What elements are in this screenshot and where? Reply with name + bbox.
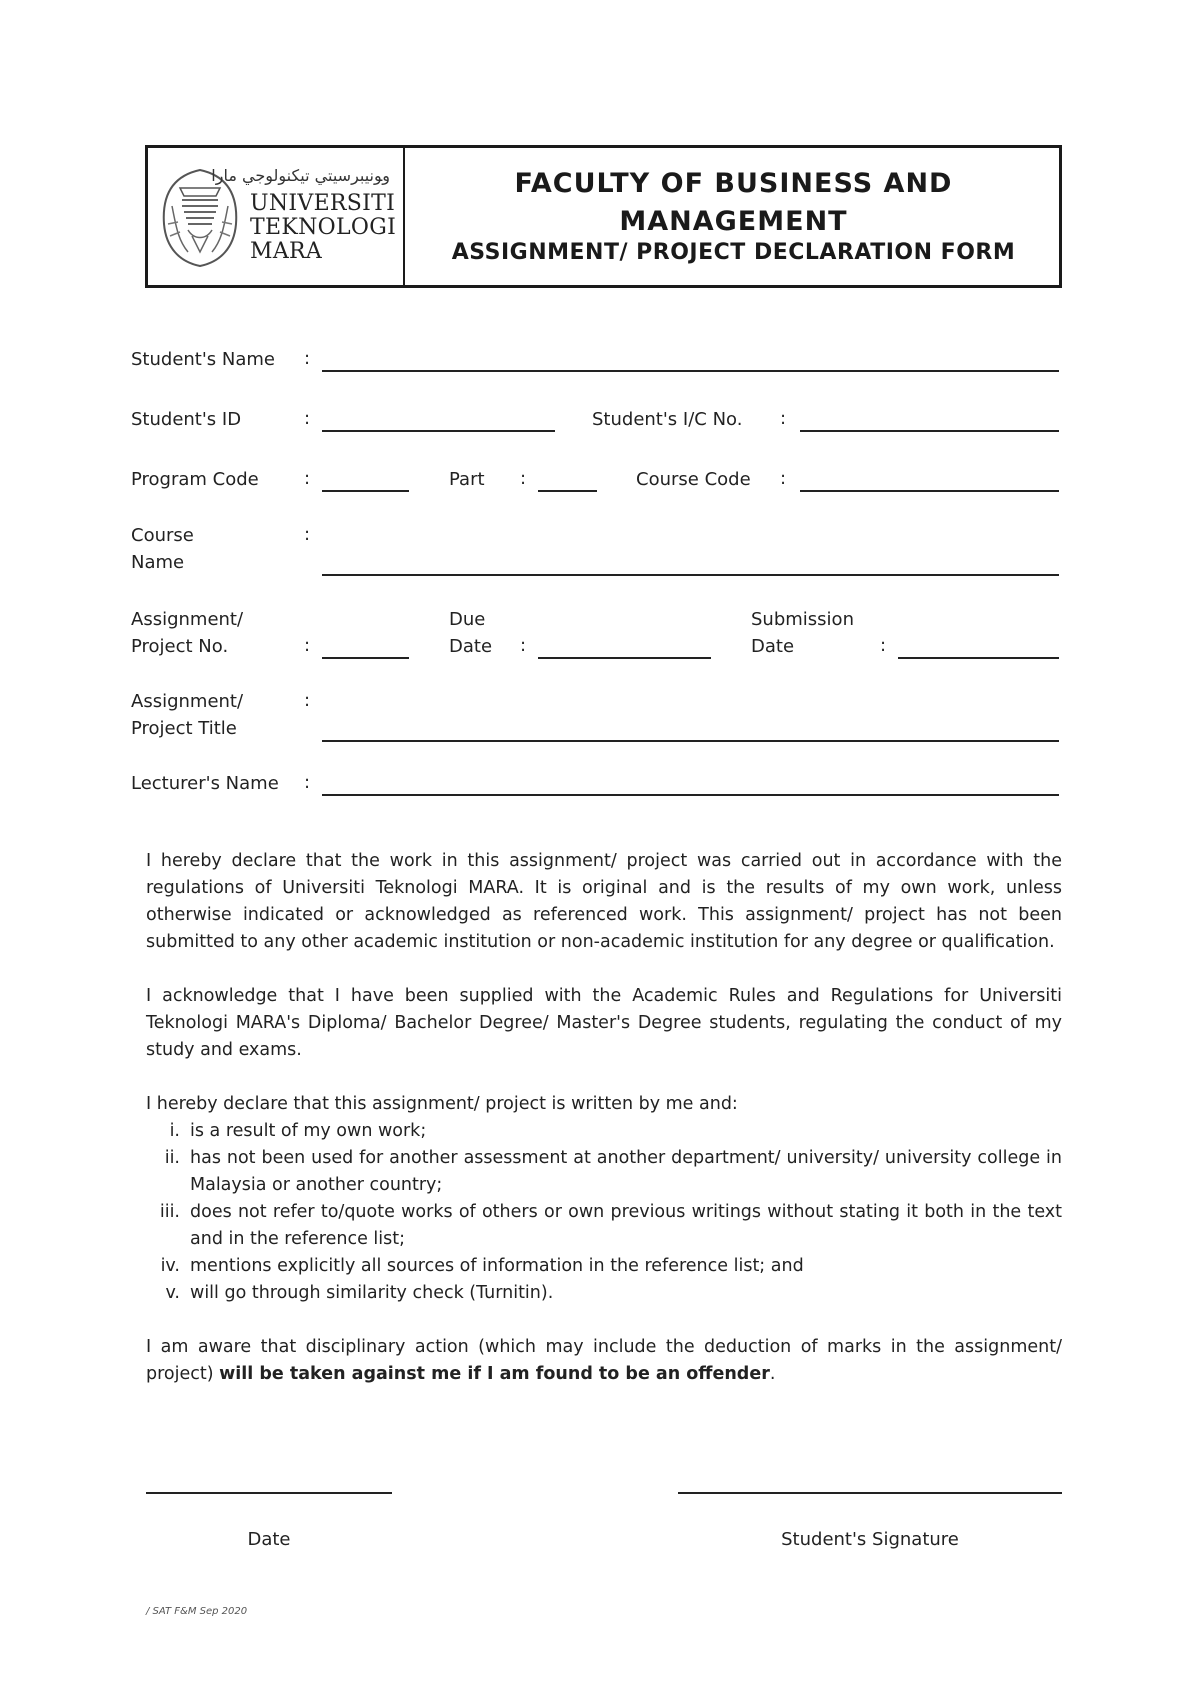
list-item bbox=[146, 1118, 1062, 1145]
submission-date-label bbox=[751, 606, 854, 660]
offender-warning-end: . bbox=[769, 1364, 776, 1384]
faculty-title-line-2: MANAGEMENT bbox=[619, 206, 848, 237]
assignment-no-label bbox=[131, 606, 243, 660]
due-date-label bbox=[449, 606, 492, 660]
declaration-paragraph-4 bbox=[146, 1334, 1062, 1388]
submission-date-label-line-1: Submission bbox=[751, 609, 854, 630]
program-code-label: Program Code bbox=[131, 469, 259, 490]
program-code-field[interactable] bbox=[322, 490, 409, 492]
declaration-intro: I hereby declare that this assignment/ project is written by me and: bbox=[146, 1094, 738, 1114]
student-signature-label: Student's Signature bbox=[781, 1529, 959, 1550]
student-name-field[interactable] bbox=[322, 370, 1059, 372]
student-id-label: Student's ID bbox=[131, 409, 242, 430]
assignment-title-label-line-1: Assignment/ bbox=[131, 691, 244, 712]
list-item bbox=[146, 1253, 1062, 1280]
colon: : bbox=[304, 772, 311, 793]
list-text: is a result of my own work; bbox=[190, 1121, 427, 1141]
lecturer-name-field[interactable] bbox=[322, 794, 1059, 796]
due-date-label-line-2: Date bbox=[449, 636, 493, 657]
assignment-no-label-line-1: Assignment/ bbox=[131, 609, 244, 630]
list-number: iii. bbox=[159, 1202, 180, 1222]
logo-arabic-script: ﻭﻮﻧﻴﺒﺮﺳﻴﺘﻲ ﺗﻴﻜﻨﻮﻟﻮﺟﻲ ﻣﺎرا bbox=[211, 166, 390, 185]
logo-wordmark bbox=[250, 192, 396, 264]
course-code-field[interactable] bbox=[800, 490, 1059, 492]
list-number: i. bbox=[169, 1121, 180, 1141]
list-number: iv. bbox=[160, 1256, 180, 1276]
student-name-label: Student's Name bbox=[131, 349, 276, 370]
list-number: v. bbox=[165, 1283, 180, 1303]
list-item bbox=[146, 1280, 1062, 1307]
date-label: Date bbox=[247, 1529, 291, 1550]
faculty-title bbox=[405, 165, 1062, 241]
logo-line-3: MARA bbox=[250, 239, 323, 264]
list-text: mentions explicitly all sources of information in the reference list; and bbox=[190, 1256, 804, 1276]
part-label: Part bbox=[449, 469, 485, 490]
course-name-label-line-1: Course bbox=[131, 525, 194, 546]
course-code-label: Course Code bbox=[636, 469, 751, 490]
colon: : bbox=[880, 635, 887, 656]
list-text: will go through similarity check (Turnitin). bbox=[190, 1283, 554, 1303]
logo-line-2: TEKNOLOGI bbox=[250, 215, 397, 240]
date-signature-line[interactable] bbox=[146, 1492, 392, 1494]
colon: : bbox=[780, 408, 787, 429]
offender-warning-bold: will be taken against me if I am found to be an offender bbox=[219, 1364, 770, 1384]
lecturer-name-label: Lecturer's Name bbox=[131, 773, 279, 794]
colon: : bbox=[780, 468, 787, 489]
offender-warning-text: I am aware that disciplinary action (which may include the deduction of marks in the assignment/ project) bbox=[146, 1337, 1062, 1384]
student-signature-line[interactable] bbox=[678, 1492, 1062, 1494]
due-date-label-line-1: Due bbox=[449, 609, 486, 630]
assignment-title-label bbox=[131, 688, 243, 742]
university-logo bbox=[158, 166, 397, 270]
course-name-label-line-2: Name bbox=[131, 552, 185, 573]
course-name-label bbox=[131, 522, 194, 576]
colon: : bbox=[520, 468, 527, 489]
part-field[interactable] bbox=[538, 490, 597, 492]
colon: : bbox=[304, 690, 311, 711]
colon: : bbox=[304, 408, 311, 429]
assignment-title-label-line-2: Project Title bbox=[131, 718, 237, 739]
list-text: has not been used for another assessment at another department/ university/ university college in Malaysia or another country; bbox=[190, 1148, 1062, 1195]
declaration-paragraph-2: I acknowledge that I have been supplied with the Academic Rules and Regulations for Universiti Teknologi MARA's Diploma/ Bachelor Degree/ Master's Degree students, regulating the conduct of my study and exams. bbox=[146, 986, 1062, 1060]
list-number: ii. bbox=[164, 1148, 180, 1168]
submission-date-label-line-2: Date bbox=[751, 636, 795, 657]
logo-line-1: UNIVERSITI bbox=[250, 191, 396, 216]
assignment-no-field[interactable] bbox=[322, 657, 409, 659]
list-text: does not refer to/quote works of others or own previous writings without stating it both in the text and in the reference list; bbox=[190, 1202, 1062, 1249]
student-ic-field[interactable] bbox=[800, 430, 1059, 432]
colon: : bbox=[304, 348, 311, 369]
student-ic-label: Student's I/C No. bbox=[592, 409, 743, 430]
assignment-title-field[interactable] bbox=[322, 740, 1059, 742]
submission-date-field[interactable] bbox=[898, 657, 1059, 659]
form-title: ASSIGNMENT/ PROJECT DECLARATION FORM bbox=[451, 240, 1016, 265]
colon: : bbox=[304, 635, 311, 656]
declaration-paragraph-1: I hereby declare that the work in this assignment/ project was carried out in accordance with the regulations of Universiti Teknologi MARA. It is original and is the results of my own work, unless otherwise indicated or acknowledged as referenced work. This assignment/ project has not been submitted to any other academic institution or non-academic institution for any degree or qualification. bbox=[146, 851, 1062, 952]
footer-note: / SAT F&M Sep 2020 bbox=[146, 1606, 248, 1617]
colon: : bbox=[304, 468, 311, 489]
list-item bbox=[146, 1145, 1062, 1199]
list-item bbox=[146, 1199, 1062, 1253]
course-name-field[interactable] bbox=[322, 574, 1059, 576]
assignment-no-label-line-2: Project No. bbox=[131, 636, 229, 657]
due-date-field[interactable] bbox=[538, 657, 711, 659]
faculty-title-line-1: FACULTY OF BUSINESS AND bbox=[514, 168, 953, 199]
student-id-field[interactable] bbox=[322, 430, 555, 432]
colon: : bbox=[520, 635, 527, 656]
colon: : bbox=[304, 524, 311, 545]
